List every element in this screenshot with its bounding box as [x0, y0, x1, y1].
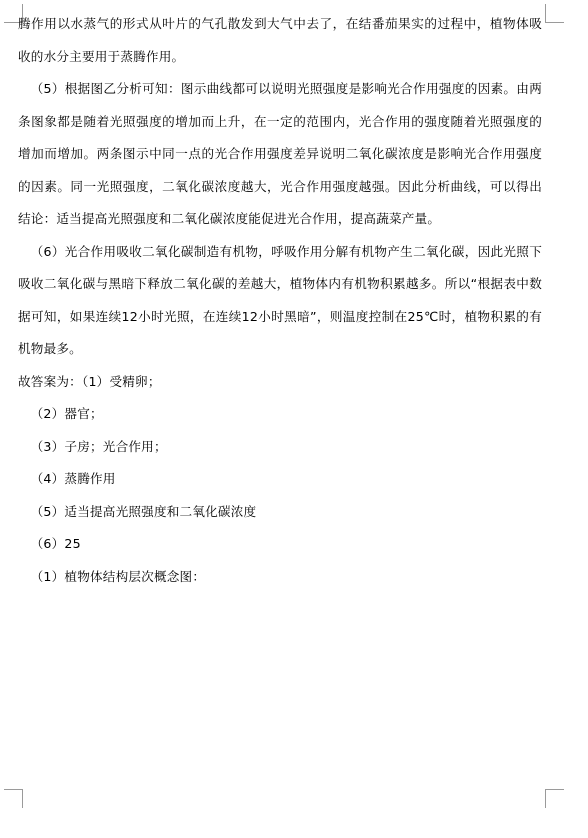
answer-item-2: （2）器官；	[30, 406, 103, 421]
answer-item-3: （3）子房；光合作用；	[30, 438, 167, 454]
answer-intro: 故答案为：（1）受精卵；	[18, 373, 161, 389]
paragraph-light-analysis: （5）根据图乙分析可知：图示曲线都可以说明光照强度是影响光合作用强度的因素。由两条图象都是随着光照强度的增加而上升，在一定的范围内，光合作用的强度随着光照强度的增加而增加。两条图示中同一点的光合作用强度差异说明二氧化碳浓度是影响光合作用强度的因素。同一光照强度，二氧化碳浓度越大，光合作用强度越强。因此分析曲线，可以得出结论：适当提高光照强度和二氧化碳浓度能促进光合作用，提高蔬菜产量。	[18, 81, 542, 226]
paragraph-transpiration: 腾作用以水蒸气的形式从叶片的气孔散发到大气中去了，在结番茄果实的过程中，植物体吸收的水分主要用于蒸腾作用。	[18, 16, 542, 64]
answer-item-4: （4）蒸腾作用	[30, 471, 116, 486]
page-corner-mark-bottom-left	[4, 789, 23, 808]
concept-map-heading: （1）植物体结构层次概念图：	[30, 568, 206, 584]
page-corner-mark-top-right	[545, 4, 564, 23]
page-corner-mark-bottom-right	[545, 789, 564, 808]
answer-item-5: （5）适当提高光照强度和二氧化碳浓度	[30, 503, 257, 519]
document-body	[18, 8, 542, 593]
paragraph-temperature-analysis: （6）光合作用吸收二氧化碳制造有机物，呼吸作用分解有机物产生二氧化碳，因此光照下吸收二氧化碳与黑暗下释放二氧化碳的差越大，植物体内有机物积累越多。所以“根据表中数据可知，如果连续12小时光照，在连续12小时黑暗”，则温度控制在25℃时，植物积累的有机物最多。	[18, 243, 542, 356]
answer-item-6: （6）25	[30, 536, 81, 551]
